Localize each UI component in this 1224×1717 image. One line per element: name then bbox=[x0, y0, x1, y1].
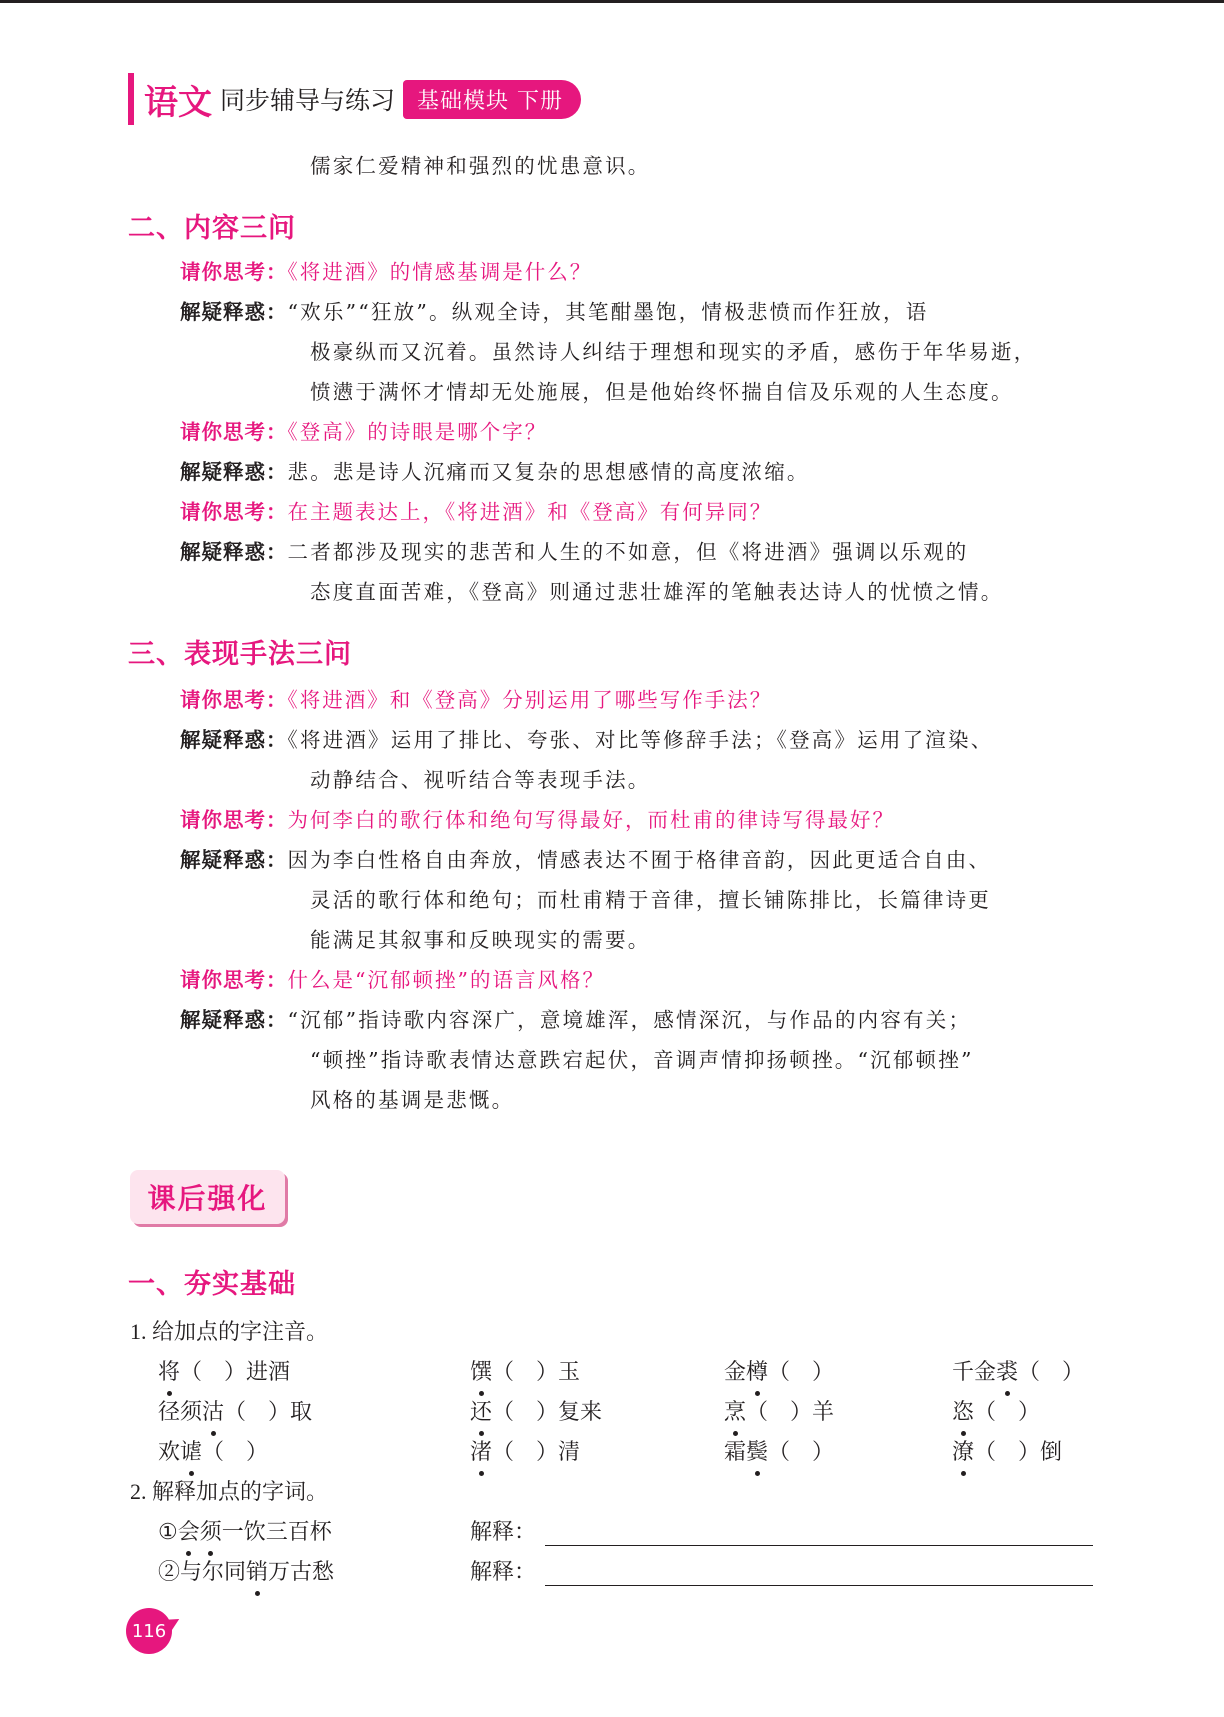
answer-line bbox=[180, 720, 993, 760]
dotted-character: 须 bbox=[200, 1512, 222, 1552]
page-header bbox=[128, 72, 581, 126]
dotted-character: 渚 bbox=[470, 1432, 492, 1472]
header-accent-bar bbox=[128, 73, 134, 125]
dotted-character: 烹 bbox=[724, 1392, 746, 1432]
question-text: 在主题表达上，《将进酒》和《登高》有何异同？ bbox=[287, 500, 773, 524]
pinyin-answer-blank[interactable]: （ ） bbox=[768, 1359, 835, 1384]
answer-label: 解疑释惑： bbox=[180, 1008, 288, 1032]
pinyin-answer-blank[interactable]: （ ） bbox=[974, 1399, 1041, 1424]
pinyin-answer-blank[interactable]: （ ）倒 bbox=[974, 1439, 1063, 1464]
answer-continuation: 动静结合、视听结合等表现手法。 bbox=[310, 768, 651, 792]
question-line bbox=[180, 412, 547, 452]
answer-label: 解疑释惑： bbox=[180, 300, 288, 324]
pinyin-item[interactable] bbox=[158, 1392, 312, 1432]
pinyin-answer-blank[interactable]: （ ）羊 bbox=[746, 1399, 835, 1424]
pinyin-item-prefix: 欢 bbox=[158, 1439, 181, 1464]
answer-continuation: 愤懑于满怀才情却无处施展，但是他始终怀揣自信及乐观的人生态度。 bbox=[310, 380, 1014, 404]
question-line bbox=[180, 252, 592, 292]
explanation-label: 解释： bbox=[470, 1519, 537, 1544]
dotted-character: 裘 bbox=[996, 1352, 1018, 1392]
dotted-character: 还 bbox=[470, 1392, 492, 1432]
dotted-character: 会 bbox=[178, 1512, 200, 1552]
pinyin-answer-blank[interactable]: （ ）玉 bbox=[492, 1359, 581, 1384]
pinyin-item-prefix: 霜 bbox=[724, 1439, 747, 1464]
explanation-item bbox=[158, 1552, 334, 1592]
top-rule bbox=[0, 0, 1224, 3]
pinyin-item[interactable] bbox=[724, 1352, 834, 1392]
item-number: ② bbox=[158, 1559, 181, 1584]
pinyin-item-prefix: 千金 bbox=[952, 1359, 997, 1384]
header-series: 同步辅导与练习 bbox=[220, 86, 396, 115]
question-text: 什么是“沉郁顿挫”的语言风格？ bbox=[287, 968, 605, 992]
explanation-item bbox=[158, 1512, 332, 1552]
pinyin-item[interactable] bbox=[470, 1432, 580, 1472]
answer-line bbox=[180, 840, 991, 880]
question-line bbox=[180, 960, 605, 1000]
answer-label: 解疑释惑： bbox=[180, 848, 288, 872]
pinyin-answer-blank[interactable]: （ ）进酒 bbox=[180, 1359, 291, 1384]
page-number: 116 bbox=[126, 1608, 172, 1654]
pinyin-item[interactable] bbox=[158, 1432, 268, 1472]
intro-line: 儒家仁爱精神和强烈的忧患意识。 bbox=[310, 154, 651, 178]
answer-text: “欢乐”“狂放”。纵观全诗，其笔酣墨饱，情极悲愤而作狂放，语 bbox=[287, 300, 929, 324]
pinyin-item-prefix: 径须 bbox=[158, 1399, 203, 1424]
dotted-character: 销 bbox=[246, 1552, 268, 1592]
pinyin-item[interactable] bbox=[470, 1392, 602, 1432]
item-number: ① bbox=[158, 1519, 178, 1544]
section-title: 二、内容三问 bbox=[128, 213, 296, 244]
dotted-character: 潦 bbox=[952, 1432, 974, 1472]
question-line bbox=[180, 492, 772, 532]
answer-line-blank[interactable] bbox=[545, 1545, 1093, 1546]
answer-label: 解疑释惑： bbox=[180, 728, 288, 752]
pinyin-item[interactable] bbox=[724, 1392, 834, 1432]
pinyin-answer-blank[interactable]: （ ） bbox=[768, 1439, 835, 1464]
dotted-character: 樽 bbox=[746, 1352, 768, 1392]
answer-line bbox=[180, 1000, 971, 1040]
answer-continuation: 极豪纵而又沉着。虽然诗人纠结于理想和现实的矛盾，感伤于年华易逝， bbox=[310, 340, 1037, 364]
pinyin-item[interactable] bbox=[158, 1352, 290, 1392]
question-text: 《将进酒》和《登高》分别运用了哪些写作手法？ bbox=[287, 688, 773, 712]
header-module-badge: 基础模块 下册 bbox=[403, 80, 581, 119]
pinyin-item[interactable] bbox=[470, 1352, 580, 1392]
answer-continuation: 风格的基调是悲慨。 bbox=[310, 1088, 515, 1112]
pinyin-answer-blank[interactable]: （ ） bbox=[202, 1439, 269, 1464]
question-text: 为何李白的歌行体和绝句写得最好，而杜甫的律诗写得最好？ bbox=[287, 808, 895, 832]
pinyin-answer-blank[interactable]: （ ） bbox=[1018, 1359, 1085, 1384]
answer-line-blank[interactable] bbox=[545, 1585, 1093, 1586]
question-text: 《将进酒》的情感基调是什么？ bbox=[287, 260, 593, 284]
dotted-character: 鬓 bbox=[746, 1432, 768, 1472]
answer-text: 悲。悲是诗人沉痛而又复杂的思想感情的高度浓缩。 bbox=[287, 460, 810, 484]
explanation-label: 解释： bbox=[470, 1559, 537, 1584]
answer-continuation: 灵活的歌行体和绝句；而杜甫精于音律，擅长铺陈排比，长篇律诗更 bbox=[310, 888, 991, 912]
dotted-character: 将 bbox=[158, 1352, 180, 1392]
dotted-character: 恣 bbox=[952, 1392, 974, 1432]
answer-continuation: 态度直面苦难，《登高》则通过悲壮雄浑的笔触表达诗人的忧愤之情。 bbox=[310, 580, 1004, 604]
after-class-tag: 课后强化 bbox=[130, 1170, 285, 1224]
pinyin-answer-blank[interactable]: （ ）清 bbox=[492, 1439, 581, 1464]
question-label: 请你思考： bbox=[180, 420, 288, 444]
section-title: 三、表现手法三问 bbox=[128, 639, 352, 670]
pinyin-item[interactable] bbox=[952, 1352, 1084, 1392]
pinyin-item[interactable] bbox=[952, 1432, 1062, 1472]
answer-line bbox=[180, 452, 810, 492]
pinyin-item[interactable] bbox=[952, 1392, 1040, 1432]
question-line bbox=[180, 800, 895, 840]
answer-text: 二者都涉及现实的悲苦和人生的不如意，但《将进酒》强调以乐观的 bbox=[287, 540, 969, 564]
question-text: 《登高》的诗眼是哪个字？ bbox=[287, 420, 548, 444]
header-subject: 语文 bbox=[144, 82, 212, 123]
answer-line bbox=[180, 292, 928, 332]
answer-label: 解疑释惑： bbox=[180, 540, 288, 564]
answer-text: 《将进酒》运用了排比、夸张、对比等修辞手法；《登高》运用了渲染、 bbox=[287, 728, 994, 752]
question-label: 请你思考： bbox=[180, 500, 288, 524]
answer-text: “沉郁”指诗歌内容深广，意境雄浑，感情深沉，与作品的内容有关； bbox=[287, 1008, 972, 1032]
phrase-text: 一饮三百杯 bbox=[221, 1519, 332, 1544]
dotted-character: 沽 bbox=[202, 1392, 224, 1432]
question-label: 请你思考： bbox=[180, 688, 288, 712]
exercise-2-prompt: 2. 解释加点的字词。 bbox=[130, 1479, 329, 1504]
dotted-character: 谑 bbox=[180, 1432, 202, 1472]
pinyin-answer-blank[interactable]: （ ）复来 bbox=[492, 1399, 603, 1424]
phrase-text: 万古愁 bbox=[268, 1559, 335, 1584]
pinyin-answer-blank[interactable]: （ ）取 bbox=[224, 1399, 313, 1424]
question-label: 请你思考： bbox=[180, 260, 288, 284]
phrase-text: 与尔同 bbox=[180, 1559, 247, 1584]
question-label: 请你思考： bbox=[180, 968, 288, 992]
section-title: 一、夯实基础 bbox=[128, 1269, 296, 1300]
exercise-1-prompt: 1. 给加点的字注音。 bbox=[130, 1319, 329, 1344]
answer-label: 解疑释惑： bbox=[180, 460, 288, 484]
pinyin-item[interactable] bbox=[724, 1432, 834, 1472]
answer-text: 因为李白性格自由奔放，情感表达不囿于格律音韵，因此更适合自由、 bbox=[287, 848, 992, 872]
answer-line bbox=[180, 532, 969, 572]
question-label: 请你思考： bbox=[180, 808, 288, 832]
answer-continuation: “顿挫”指诗歌表情达意跌宕起伏，音调声情抑扬顿挫。“沉郁顿挫” bbox=[310, 1048, 974, 1072]
answer-continuation: 能满足其叙事和反映现实的需要。 bbox=[310, 928, 651, 952]
pinyin-item-prefix: 金 bbox=[724, 1359, 747, 1384]
question-line bbox=[180, 680, 772, 720]
dotted-character: 馔 bbox=[470, 1352, 492, 1392]
